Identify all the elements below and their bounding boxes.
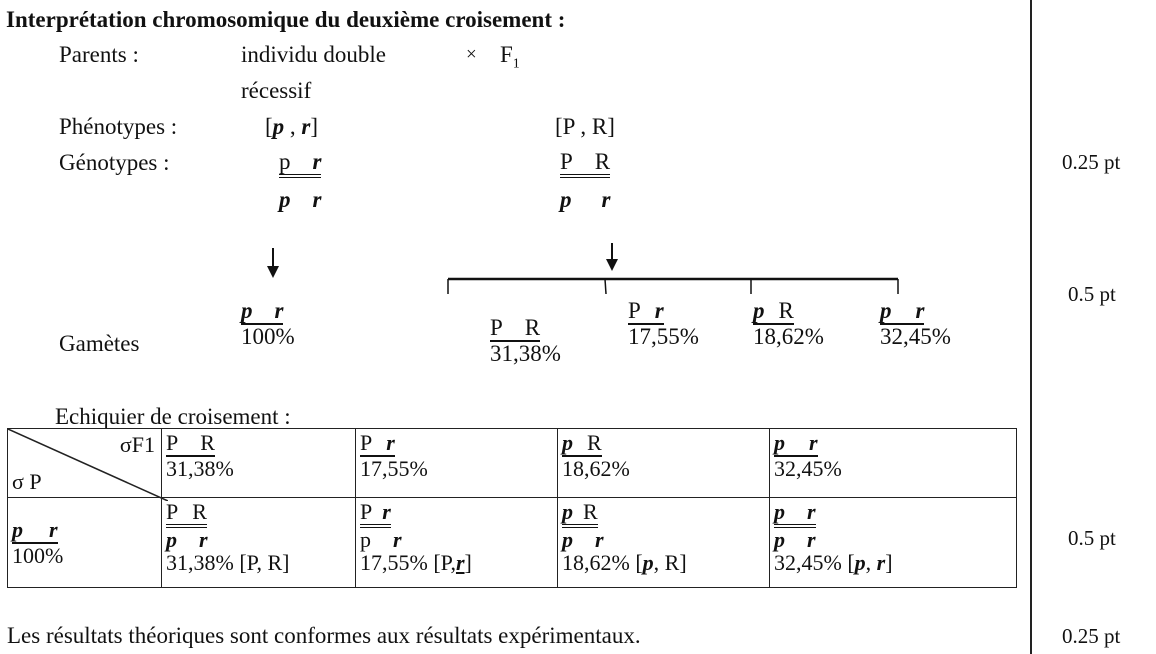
bracket: [ [433,550,441,576]
gamete-frequency: 17,55% [628,324,699,349]
bracket: ] [310,114,319,139]
f1-letter: F [500,42,513,67]
allele: r [199,527,208,553]
allele: r [595,527,604,553]
separator: , [653,550,665,576]
table-row [8,498,1017,588]
allele: p [753,298,765,323]
allele: p [774,499,785,524]
phenotype-allele: R [664,550,680,576]
allele: r [274,298,284,323]
allele: r [382,499,391,524]
offspring-frequency: 18,62% [562,550,636,576]
cross-symbol: × [466,44,477,65]
table-header-row [8,429,1017,498]
gamete-frequency: 31,38% [166,456,234,482]
allele: P [490,315,503,340]
arrow-down-icon [611,243,613,269]
gamete-frequency: 100% [12,543,64,568]
arrow-down-icon [272,248,274,276]
allele: R [583,499,598,524]
allele: P [360,430,373,455]
bracket: ] [282,550,290,576]
gamete-frequency: 32,45% [880,324,951,349]
genotype-parent2 [560,150,610,211]
punnett-square [7,428,1017,588]
allele: r [807,527,816,553]
allele: P [360,499,373,524]
bracket: ] [885,550,893,576]
gamete-alleles [753,299,794,325]
allele: p [774,527,785,553]
allele: P [166,499,179,524]
offspring-cell [162,498,356,588]
offspring-frequency: 31,38% [166,550,240,576]
genotype-parent1 [279,150,321,211]
allele: r [312,149,322,174]
allele: P [560,149,573,174]
f1-subscript: 1 [512,56,520,72]
allele: R [200,430,215,455]
allele: p [562,499,573,524]
grading-column-divider [1030,0,1032,654]
gamete-alleles [628,299,664,325]
separator: , [450,550,456,576]
offspring-frequency: 32,45% [774,550,848,576]
section-title: Interprétation chromosomique du deuxième croisement : [6,7,566,32]
header-cell [162,429,356,498]
conclusion-text: Les résultats théoriques sont conformes aux résultats expérimentaux. [7,623,641,648]
points-label: 0.5 pt [1068,526,1116,550]
bracket: [ [239,550,247,576]
separator: , [256,550,268,576]
allele: R [778,298,794,323]
gamete-parent2-1 [490,316,561,365]
allele: p [241,298,253,323]
allele: p [774,430,785,455]
row-gamete-cell [8,498,162,588]
corner-top-label: σF1 [119,432,155,457]
allele: p [272,114,285,139]
parents-label: Parents : [59,42,139,67]
points-label: 0.5 pt [1068,282,1116,306]
allele: R [594,149,611,174]
points-label: 0.25 pt [1062,624,1121,648]
parent1-line2: récessif [241,78,312,103]
allele: r [915,298,925,323]
gamete-frequency: 100% [241,324,295,349]
phenotype-allele: r [876,550,886,576]
offspring-cell [356,498,558,588]
phenotype-parent2: [P , R] [555,114,615,139]
phenotype-allele: p [854,550,866,576]
allele: r [393,527,402,553]
gamete-parent2-3 [753,299,824,348]
phenotype-allele: P [440,550,451,576]
separator: , [284,114,302,139]
chromosome-bottom [560,188,610,211]
gamete-alleles [490,316,540,342]
offspring-cell [770,498,1017,588]
allele: r [601,187,611,212]
phenotype-parent1 [265,115,318,138]
allele: P [628,298,641,323]
phenotype-allele: P [246,550,257,576]
gamete-frequency: 32,45% [774,456,842,482]
allele: p [12,516,23,542]
allele: r [312,187,322,212]
gamete-bracket [440,272,910,298]
genotypes-label: Génotypes : [59,150,170,175]
allele: r [654,298,664,323]
bracket: [ [265,114,273,139]
header-cell [356,429,558,498]
header-cell [770,429,1017,498]
phenotype-allele: p [642,550,654,576]
allele: p [562,527,573,553]
offspring-cell [558,498,770,588]
parent1-line1: individu double [241,42,387,67]
allele: r [809,430,818,455]
chromosome-bottom [279,188,321,211]
gametes-label: Gamètes [59,331,140,356]
allele: r [49,516,58,542]
allele: R [587,430,602,455]
gamete-frequency: 18,62% [562,456,630,482]
allele: R [192,499,207,524]
gamete-parent2-2 [628,299,699,348]
phenotypes-label: Phénotypes : [59,114,178,139]
allele: R [524,315,541,340]
offspring-frequency: 17,55% [360,550,434,576]
separator: , [865,550,877,576]
phenotype-allele: r [455,550,465,576]
allele: p [279,149,291,174]
allele: p [279,187,291,212]
chromosome-top [279,150,321,178]
bracket: [ [847,550,855,576]
allele: r [386,430,395,455]
gamete-frequency: 17,55% [360,456,428,482]
gamete-frequency: 31,38% [490,341,561,366]
gamete-alleles [880,299,924,325]
allele: r [807,499,816,524]
corner-bottom-label: σ P [12,468,42,494]
allele: p [560,187,572,212]
allele: p [166,527,177,553]
allele: p [562,430,573,455]
parent2-f1 [500,43,520,72]
gamete-alleles [241,299,283,325]
points-label: 0.25 pt [1062,150,1121,174]
chromosome-top [560,150,610,178]
bracket: [ [635,550,643,576]
bracket: ] [679,550,687,576]
bracket: ] [464,550,472,576]
allele: p [360,527,371,553]
corner-cell [8,429,162,498]
gamete-parent1 [241,299,295,348]
header-cell [558,429,770,498]
echiquier-label: Echiquier de croisement : [55,404,291,429]
phenotype-allele: R [267,550,283,576]
gamete-parent2-4 [880,299,951,348]
allele: p [880,298,892,323]
gamete-frequency: 18,62% [753,324,824,349]
allele: P [166,430,179,455]
allele: r [301,114,311,139]
